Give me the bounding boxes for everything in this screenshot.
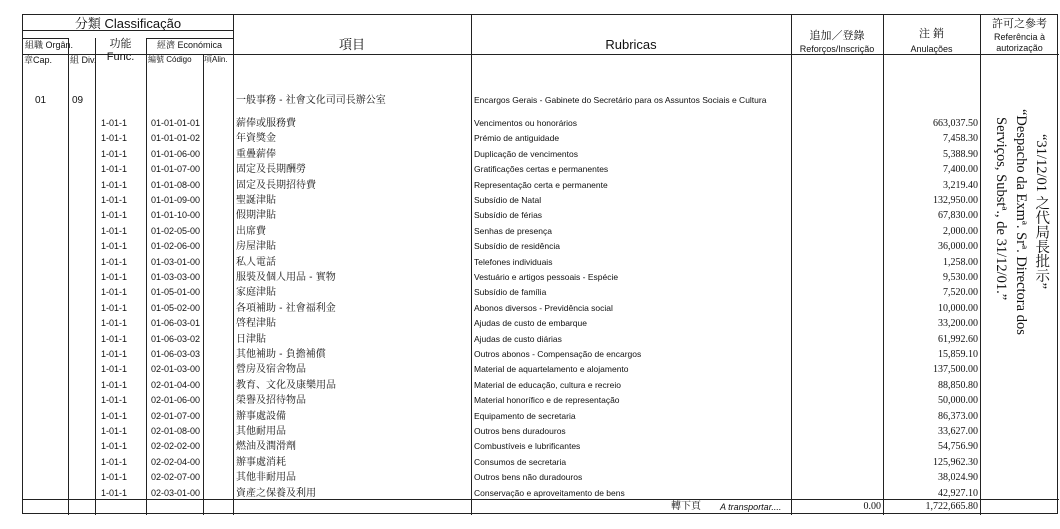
table-row bbox=[23, 285, 1059, 300]
table-row bbox=[23, 362, 1059, 377]
economic-code: 01-05-01-00 bbox=[151, 287, 201, 298]
economic-code: 01-03-03-00 bbox=[151, 272, 201, 282]
table-row bbox=[23, 131, 1059, 146]
table-row bbox=[23, 332, 1059, 347]
item-zh: 固定及長期招待費 bbox=[236, 179, 316, 191]
economic-code: 01-06-03-03 bbox=[151, 349, 201, 359]
func-code: 1-01-1 bbox=[101, 256, 128, 267]
func-code: 1-01-1 bbox=[101, 441, 128, 452]
organ-heading: 組職 Orgân. bbox=[25, 40, 74, 50]
item-zh: 辦事處消耗 bbox=[236, 456, 286, 468]
reference-line-3: Serviços, Substª., de 31/12/01.” bbox=[993, 117, 1010, 301]
amount: 33,627.00 bbox=[938, 426, 978, 437]
rubrica-pt: Vencimentos ou honorários bbox=[474, 118, 578, 128]
rubrica-pt: Representação certa e permanente bbox=[474, 179, 608, 190]
footer-label-zh: 轉下頁 bbox=[671, 501, 701, 512]
economic-code: 01-01-09-00 bbox=[151, 195, 201, 205]
economic-code: 02-02-02-00 bbox=[151, 441, 201, 452]
table-row bbox=[23, 193, 1059, 208]
item-zh: 出席費 bbox=[236, 225, 266, 237]
footer-label-pt: A transportar.... bbox=[720, 502, 782, 512]
item-zh: 教育、文化及康樂用品 bbox=[236, 379, 336, 391]
func-code: 1-01-1 bbox=[101, 379, 128, 390]
func-code: 1-01-1 bbox=[101, 164, 128, 175]
table-row bbox=[23, 393, 1059, 408]
code-heading: 編號 Código bbox=[148, 55, 192, 64]
rubrica-pt: Telefones individuais bbox=[474, 256, 553, 267]
func-code: 1-01-1 bbox=[101, 395, 128, 406]
amount: 3,219.40 bbox=[943, 179, 978, 191]
rubrica-pt: Vestuário e artigos pessoais - Espécie bbox=[474, 272, 619, 282]
func-code: 1-01-1 bbox=[101, 456, 128, 467]
rubrica-pt: Subsídio de Natal bbox=[474, 195, 542, 205]
amount: 137,500.00 bbox=[933, 364, 978, 376]
amount: 38,024.90 bbox=[938, 472, 978, 484]
rubrica-pt: Consumos de secretaria bbox=[474, 456, 567, 467]
amount: 7,458.30 bbox=[943, 133, 978, 145]
cap-heading: 章Cap. bbox=[24, 55, 53, 65]
section-cap: 01 bbox=[35, 95, 47, 106]
header-divider bbox=[146, 38, 233, 39]
table-row bbox=[23, 409, 1059, 424]
amount: 7,400.00 bbox=[943, 164, 978, 176]
item-zh: 私人電話 bbox=[236, 256, 276, 268]
item-zh: 假期津貼 bbox=[236, 210, 276, 222]
amount: 9,530.00 bbox=[943, 272, 978, 283]
item-zh: 聖誕津貼 bbox=[236, 195, 276, 206]
item-heading: 項目 bbox=[338, 37, 365, 52]
economic-code: 02-01-06-00 bbox=[151, 395, 201, 406]
table-row bbox=[23, 178, 1059, 193]
item-zh: 服裝及個人用品 - 實物 bbox=[236, 272, 336, 283]
table-row bbox=[23, 424, 1059, 439]
table-row bbox=[23, 347, 1059, 362]
section-rubrica: Encargos Gerais - Gabinete do Secretário para os Assuntos Sociais e Cultura bbox=[474, 95, 767, 105]
section-div: 09 bbox=[72, 95, 84, 106]
rubrica-pt: Prémio de antiguidade bbox=[474, 133, 560, 144]
item-zh: 重疊薪俸 bbox=[236, 148, 276, 160]
item-zh: 薪俸或服務費 bbox=[236, 118, 296, 129]
item-zh: 辦事處設備 bbox=[236, 410, 286, 422]
amount: 50,000.00 bbox=[938, 395, 978, 407]
amount: 86,373.00 bbox=[938, 410, 978, 422]
func-code: 1-01-1 bbox=[101, 426, 128, 436]
item-zh: 年資獎金 bbox=[236, 133, 276, 145]
table-row bbox=[23, 455, 1059, 470]
amount: 33,200.00 bbox=[938, 318, 978, 330]
economic-code: 02-02-04-00 bbox=[151, 456, 201, 467]
func-code: 1-01-1 bbox=[101, 487, 128, 498]
rubrica-pt: Abonos diversos - Previdência social bbox=[474, 302, 613, 313]
economic-code: 01-06-03-01 bbox=[151, 318, 201, 329]
economic-code: 02-01-03-00 bbox=[151, 364, 201, 375]
header-divider bbox=[23, 38, 68, 39]
func-code: 1-01-1 bbox=[101, 179, 128, 190]
amount: 10,000.00 bbox=[938, 302, 978, 314]
table-row bbox=[23, 270, 1059, 285]
item-zh: 啓程津貼 bbox=[236, 318, 276, 330]
amount: 15,859.10 bbox=[938, 349, 978, 360]
rubrica-pt: Material de aquartelamento e alojamento bbox=[474, 364, 629, 375]
table-row bbox=[23, 255, 1059, 270]
item-zh: 燃油及潤滑劑 bbox=[236, 441, 296, 453]
div-heading: 組 Div. bbox=[70, 55, 97, 65]
item-zh: 榮譽及招待物品 bbox=[236, 395, 306, 407]
rubrica-pt: Duplicação de vencimentos bbox=[474, 148, 578, 159]
rubrica-pt: Conservação e aproveitamento de bens bbox=[474, 487, 625, 498]
reforcos-heading-zh: 追加／登錄 bbox=[809, 30, 865, 42]
item-zh: 其他補助 - 負擔補償 bbox=[236, 349, 326, 360]
amount: 7,520.00 bbox=[943, 287, 978, 299]
budget-table bbox=[22, 14, 1058, 514]
amount: 1,258.00 bbox=[943, 256, 978, 268]
rubrica-pt: Ajudas de custo diárias bbox=[474, 333, 562, 344]
item-zh: 固定及長期酬勞 bbox=[236, 164, 306, 176]
rubrica-pt: Outros bens não duradouros bbox=[474, 472, 583, 483]
func-code: 1-01-1 bbox=[101, 225, 128, 236]
table-row bbox=[23, 378, 1059, 393]
reference-heading-zh: 許可之參考 bbox=[992, 18, 1047, 30]
rubrica-pt: Subsídio de família bbox=[474, 287, 547, 298]
amount: 36,000.00 bbox=[938, 241, 978, 253]
func-code: 1-01-1 bbox=[101, 133, 128, 144]
reference-heading-pt1: Referência à bbox=[993, 32, 1046, 42]
footer-anulacoes-total: 1,722,665.80 bbox=[925, 501, 978, 512]
item-zh: 其他非耐用品 bbox=[236, 472, 296, 484]
amount: 125,962.30 bbox=[933, 456, 978, 468]
func-code: 1-01-1 bbox=[101, 410, 128, 421]
item-zh: 各項補助 - 社會福利金 bbox=[236, 302, 336, 314]
item-zh: 房屋津貼 bbox=[236, 241, 276, 253]
economic-code: 01-02-05-00 bbox=[151, 225, 201, 236]
economic-code: 02-01-08-00 bbox=[151, 426, 201, 436]
table-row bbox=[23, 116, 1059, 131]
amount: 54,756.90 bbox=[938, 441, 978, 453]
rubrica-pt: Equipamento de secretaria bbox=[474, 410, 576, 421]
func-code: 1-01-1 bbox=[101, 195, 128, 205]
economic-code: 01-03-01-00 bbox=[151, 256, 201, 267]
economic-code: 01-01-01-01 bbox=[151, 118, 201, 128]
table-row bbox=[23, 301, 1059, 316]
table-row bbox=[23, 162, 1059, 177]
table-row bbox=[23, 470, 1059, 485]
classification-heading: 分類 Classificação bbox=[74, 16, 182, 31]
footer-reforcos-total: 0.00 bbox=[863, 501, 881, 512]
rubrica-pt: Subsídio de férias bbox=[474, 210, 543, 221]
economic-code: 02-01-04-00 bbox=[151, 379, 201, 390]
func-heading-zh: 功能 bbox=[109, 38, 132, 50]
amount: 61,992.60 bbox=[938, 333, 978, 345]
item-zh: 營房及宿舍物品 bbox=[236, 364, 306, 376]
rubrica-pt: Gratificações certas e permanentes bbox=[474, 164, 609, 175]
item-zh: 資產之保養及利用 bbox=[236, 487, 316, 499]
rubrica-pt: Ajudas de custo de embarque bbox=[474, 318, 587, 329]
amount: 132,950.00 bbox=[933, 195, 978, 206]
table-row bbox=[23, 239, 1059, 254]
economic-heading: 經濟 Económica bbox=[156, 40, 223, 50]
amount: 67,830.00 bbox=[938, 210, 978, 222]
rubrica-pt: Subsídio de residência bbox=[474, 241, 561, 252]
anulacoes-heading-pt: Anulações bbox=[910, 44, 953, 54]
reforcos-heading-pt: Reforços/Inscrição bbox=[799, 44, 875, 54]
economic-code: 02-03-01-00 bbox=[151, 487, 201, 498]
economic-code: 01-01-08-00 bbox=[151, 179, 201, 190]
anulacoes-heading-zh: 注 銷 bbox=[918, 28, 945, 40]
func-code: 1-01-1 bbox=[101, 318, 128, 329]
item-zh: 其他耐用品 bbox=[236, 426, 286, 437]
economic-code: 01-06-03-02 bbox=[151, 333, 201, 344]
table-row bbox=[23, 439, 1059, 454]
func-code: 1-01-1 bbox=[101, 333, 128, 344]
func-code: 1-01-1 bbox=[101, 472, 128, 483]
amount: 88,850.80 bbox=[938, 379, 978, 391]
economic-code: 01-01-01-02 bbox=[151, 133, 201, 144]
rubrica-pt: Material de educação, cultura e recreio bbox=[474, 379, 621, 390]
item-zh: 日津貼 bbox=[236, 333, 266, 345]
item-zh: 家庭津貼 bbox=[236, 287, 276, 299]
func-code: 1-01-1 bbox=[101, 148, 128, 159]
economic-code: 01-01-07-00 bbox=[151, 164, 201, 175]
rubrica-pt: Combustíveis e lubrificantes bbox=[474, 441, 581, 452]
table-row bbox=[23, 208, 1059, 223]
rubricas-heading: Rubricas bbox=[605, 37, 657, 52]
section-item-zh: 一般事務 - 社會文化司司長辦公室 bbox=[236, 95, 386, 106]
table-row bbox=[23, 224, 1059, 239]
economic-code: 02-01-07-00 bbox=[151, 410, 201, 421]
economic-code: 02-02-07-00 bbox=[151, 472, 201, 483]
reference-line-1: “31/12/01 之代局長批示” bbox=[1033, 134, 1050, 290]
func-code: 1-01-1 bbox=[101, 364, 128, 375]
func-code: 1-01-1 bbox=[101, 349, 128, 359]
func-heading-pt: Func. bbox=[106, 51, 135, 63]
func-code: 1-01-1 bbox=[101, 118, 128, 128]
amount: 2,000.00 bbox=[943, 225, 978, 237]
reference-line-2: “Despacho da Exmª. Srª. Directora dos bbox=[1013, 109, 1030, 335]
func-code: 1-01-1 bbox=[101, 302, 128, 313]
func-code: 1-01-1 bbox=[101, 287, 128, 298]
reference-note bbox=[981, 79, 1059, 459]
func-code: 1-01-1 bbox=[101, 241, 128, 252]
table-row bbox=[23, 486, 1059, 501]
amount: 663,037.50 bbox=[933, 118, 978, 129]
amount: 42,927.10 bbox=[938, 487, 978, 499]
rubrica-pt: Senhas de presença bbox=[474, 225, 552, 236]
economic-code: 01-02-06-00 bbox=[151, 241, 201, 252]
rubrica-pt: Outros bens duradouros bbox=[474, 426, 566, 436]
func-code: 1-01-1 bbox=[101, 272, 128, 282]
amount: 5,388.90 bbox=[943, 148, 978, 160]
economic-code: 01-01-06-00 bbox=[151, 148, 201, 159]
economic-code: 01-01-10-00 bbox=[151, 210, 201, 221]
alin-heading: 項Alin. bbox=[204, 55, 228, 64]
table-row bbox=[23, 147, 1059, 162]
table-row bbox=[23, 316, 1059, 331]
economic-code: 01-05-02-00 bbox=[151, 302, 201, 313]
rubrica-pt: Material honorífico e de representação bbox=[474, 395, 620, 406]
func-code: 1-01-1 bbox=[101, 210, 128, 221]
reference-heading-pt2: autorização bbox=[996, 43, 1043, 53]
rubrica-pt: Outros abonos - Compensação de encargos bbox=[474, 349, 642, 359]
